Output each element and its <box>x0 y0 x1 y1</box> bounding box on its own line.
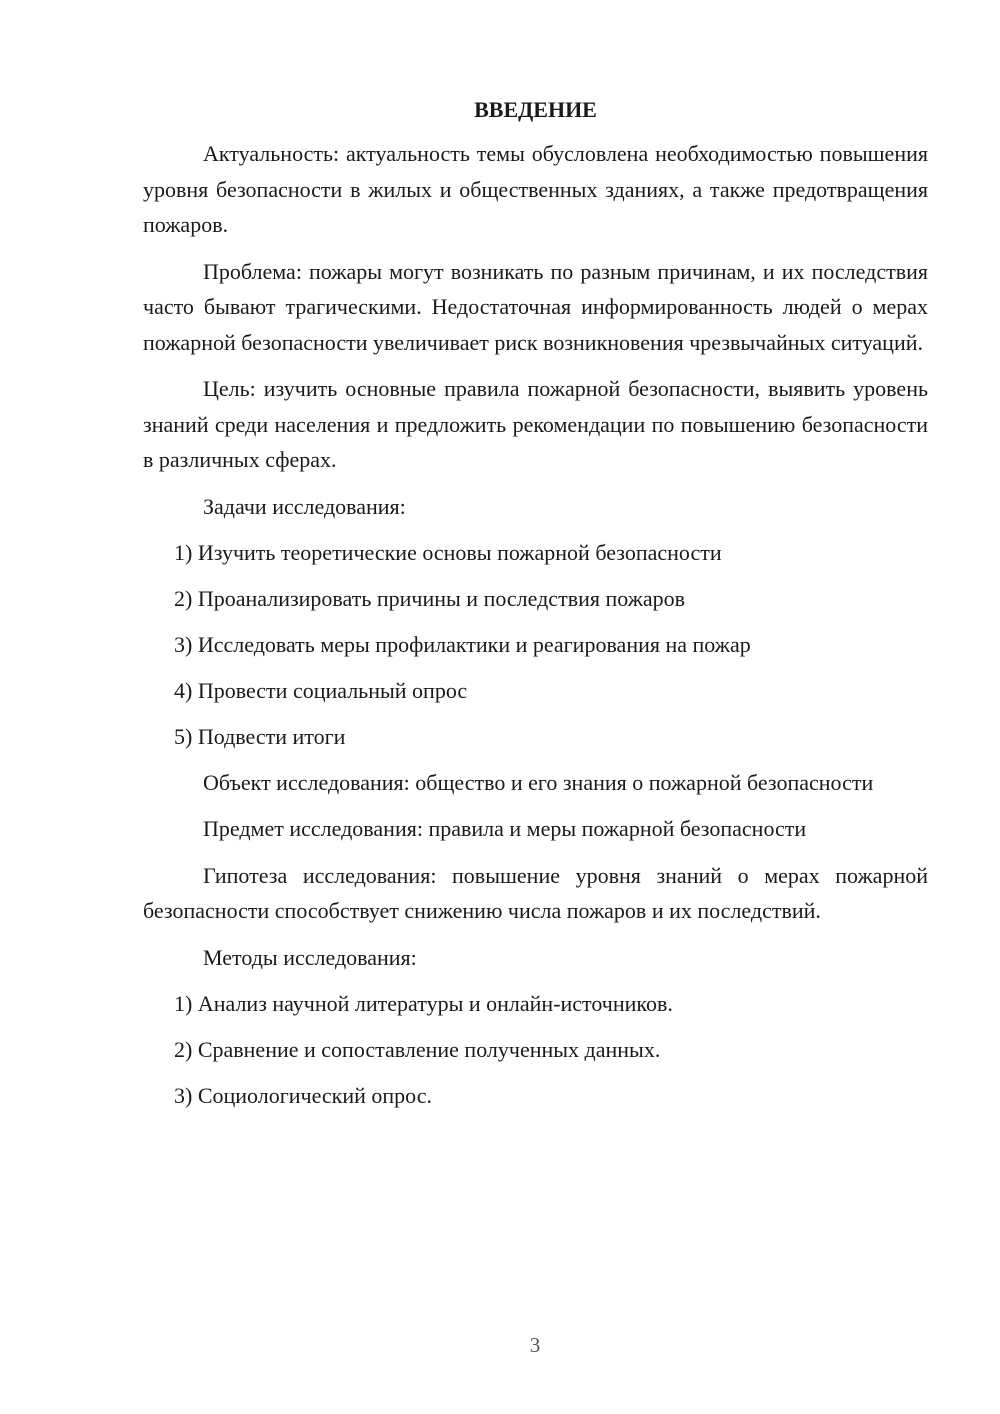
task-item-5: 5) Подвести итоги <box>174 723 346 749</box>
page-title: ВВЕДЕНИЕ <box>474 97 597 122</box>
task-item-2: 2) Проанализировать причины и последствия пожаров <box>174 585 686 611</box>
method-item-2: 2) Сравнение и сопоставление полученных данных. <box>174 1036 661 1062</box>
object-paragraph: Объект исследования: общество и его знания о пожарной безопасности <box>203 769 874 795</box>
tasks-heading: Задачи исследования: <box>203 493 406 519</box>
methods-heading: Методы исследования: <box>203 944 417 970</box>
task-item-3: 3) Исследовать меры профилактики и реагирования на пожар <box>174 631 751 657</box>
relevance-paragraph: Актуальность: актуальность темы обусловлена необходимостью повышения уровня безопасности в жилых и общественных зданиях, а также предотвращения пожаров. <box>143 141 928 237</box>
subject-paragraph: Предмет исследования: правила и меры пожарной безопасности <box>203 816 807 841</box>
task-item-1: 1) Изучить теоретические основы пожарной безопасности <box>174 539 722 565</box>
task-item-4: 4) Провести социальный опрос <box>174 677 468 703</box>
document-page <box>143 92 928 1124</box>
page-number: 3 <box>529 1333 541 1357</box>
goal-paragraph: Цель: изучить основные правила пожарной безопасности, выявить уровень знаний среди населения и предложить рекомендации по повышению безопасности в различных сферах. <box>143 376 928 472</box>
method-item-3: 3) Социологический опрос. <box>174 1082 432 1108</box>
method-item-1: 1) Анализ научной литературы и онлайн-источников. <box>174 990 673 1016</box>
problem-paragraph: Проблема: пожары могут возникать по разным причинам, и их последствия часто бывают трагическими. Недостаточная информированность людей о мерах пожарной безопасности увеличивает риск возникновения чрезвычайных ситуаций. <box>143 258 928 355</box>
hypothesis-paragraph: Гипотеза исследования: повышение уровня знаний о мерах пожарной безопасности способствует снижению числа пожаров и их последствий. <box>143 862 928 923</box>
